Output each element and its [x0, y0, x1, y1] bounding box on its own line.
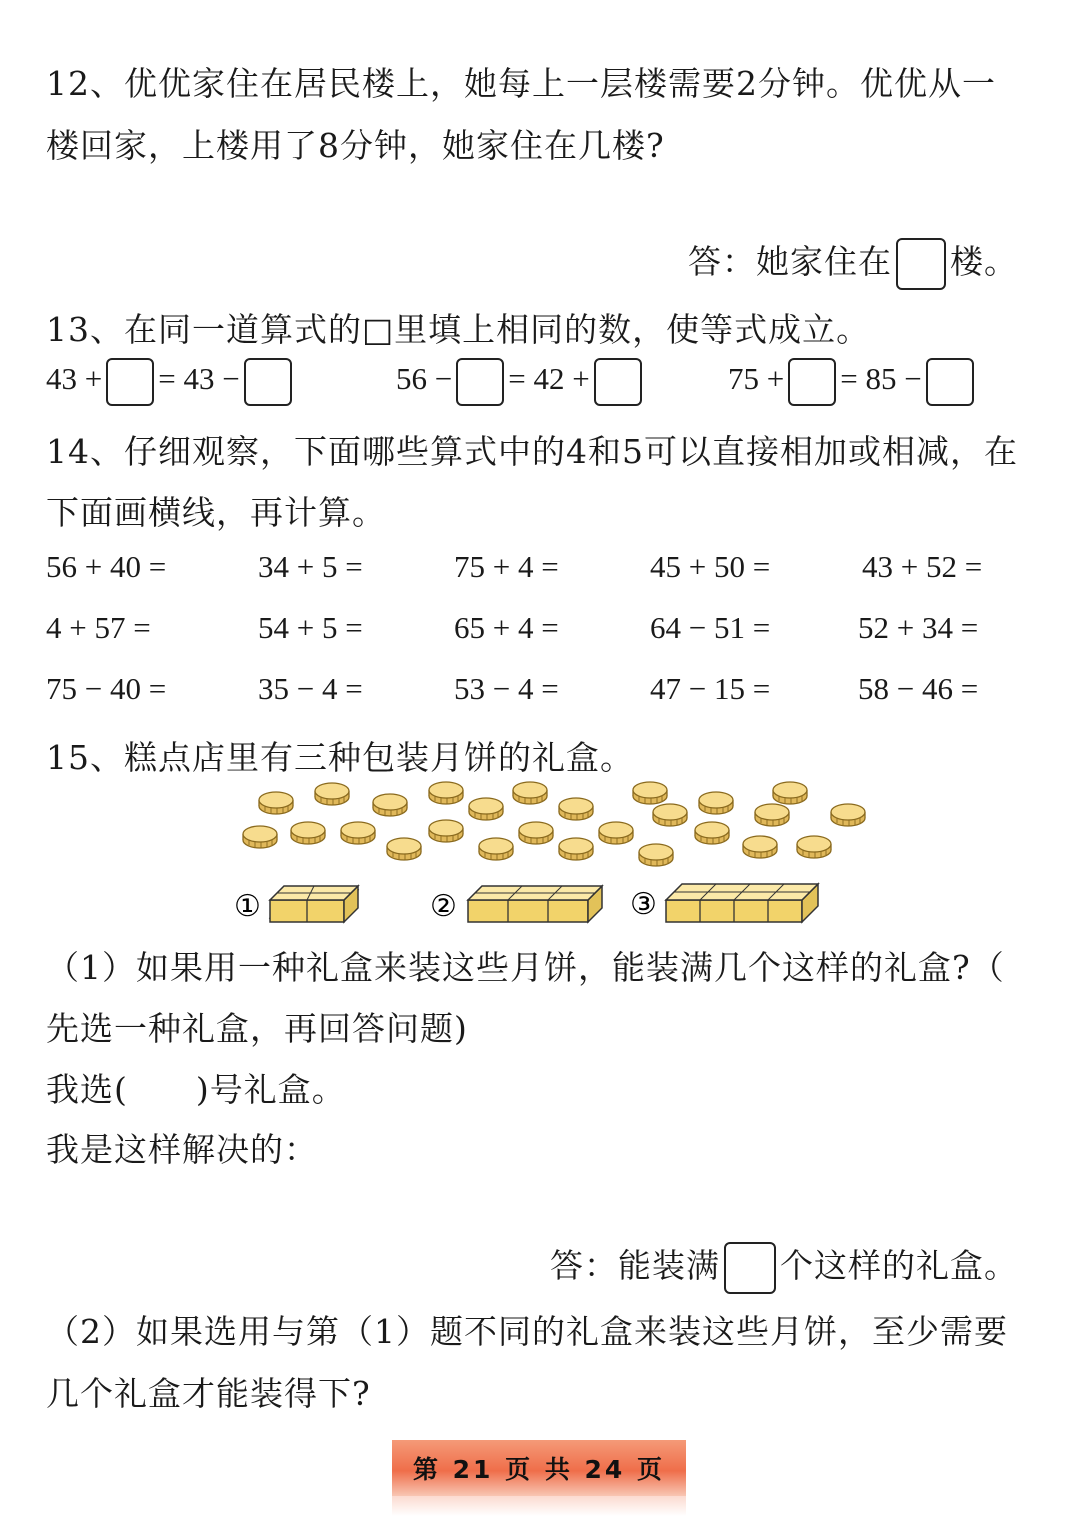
mooncake-icon: [341, 822, 375, 844]
q13-equation-3: [728, 358, 978, 406]
mooncake-icon: [639, 844, 673, 866]
gift-box-1-icon: [270, 886, 358, 922]
q15-answer-suffix: 个这样的礼盒。: [780, 1246, 1018, 1285]
mooncake-icon: [429, 820, 463, 842]
q13-eq1-left: 43 +: [46, 361, 103, 397]
q13-eq1-right: = 43 −: [158, 361, 240, 397]
mooncake-icon: [743, 836, 777, 858]
q13-eq3-box-1[interactable]: [788, 358, 836, 406]
mooncake-illustration: [220, 778, 900, 938]
box-label-1: ①: [234, 890, 261, 923]
page-indicator-shadow: [392, 1496, 686, 1516]
mooncake-icon: [469, 798, 503, 820]
calc-item: 65 + 4 =: [454, 610, 559, 645]
mooncake-icon: [559, 798, 593, 820]
calc-item: 35 − 4 =: [258, 671, 363, 706]
q12-answer-prefix: 答：她家住在: [688, 242, 892, 281]
mooncake-icon: [243, 826, 277, 848]
calc-item: 54 + 5 =: [258, 610, 363, 645]
q13-eq1-box-1[interactable]: [106, 358, 154, 406]
calc-item: 53 − 4 =: [454, 671, 559, 706]
mooncake-icon: [315, 783, 349, 805]
q13-eq2-left: 56 −: [396, 361, 453, 397]
q15-answer-box[interactable]: [724, 1242, 776, 1294]
q15-sub2-line-2: 几个礼盒才能装得下?: [46, 1374, 371, 1413]
q15-title: 15、糕点店里有三种包装月饼的礼盒。: [46, 738, 634, 777]
mooncake-icon: [519, 822, 553, 844]
calc-item: 43 + 52 =: [862, 549, 983, 584]
q14-line-2: 下面画横线，再计算。: [46, 493, 386, 532]
mooncake-icon: [513, 782, 547, 804]
q13-equation-2: [396, 358, 646, 406]
mooncake-icon: [797, 836, 831, 858]
mooncake-icon: [387, 838, 421, 860]
q12-answer-suffix: 楼。: [950, 242, 1018, 281]
q15-answer-prefix: 答：能装满: [550, 1246, 720, 1285]
q13-eq1-box-2[interactable]: [244, 358, 292, 406]
mooncake-icon: [291, 822, 325, 844]
gift-boxes: [234, 884, 818, 923]
q13-eq3-left: 75 +: [728, 361, 785, 397]
q13-text: 13、在同一道算式的□里填上相同的数，使等式成立。: [46, 310, 871, 349]
q15-sub1-line-1: （1）如果用一种礼盒来装这些月饼，能装满几个这样的礼盒?（: [46, 948, 1005, 987]
calc-item: 4 + 57 =: [46, 610, 151, 645]
mooncake-icon: [559, 838, 593, 860]
mooncake-icon: [755, 804, 789, 826]
gift-box-2-icon: [468, 886, 602, 922]
mooncake-icon: [479, 838, 513, 860]
mooncake-icon: [773, 782, 807, 804]
q14-line-1: 14、仔细观察，下面哪些算式中的4和5可以直接相加或相减，在: [46, 432, 1018, 471]
q12-answer: [688, 236, 1018, 290]
q13-equation-1: [46, 358, 296, 406]
q15-sub1-line-2: 先选一种礼盒，再回答问题): [46, 1009, 468, 1048]
q12-answer-box[interactable]: [896, 238, 946, 290]
calc-item: 47 − 15 =: [650, 671, 771, 706]
mooncake-icon: [429, 782, 463, 804]
q15-choose-line[interactable]: 我选( )号礼盒。: [46, 1070, 346, 1109]
q15-solve-line: 我是这样解决的：: [46, 1130, 318, 1169]
q13-eq3-right: = 85 −: [840, 361, 922, 397]
mooncake-icon: [373, 794, 407, 816]
box-label-3: ③: [630, 888, 657, 921]
mooncakes: [243, 782, 865, 866]
gift-box-3-icon: [666, 884, 818, 922]
mooncake-icon: [699, 792, 733, 814]
mooncake-icon: [653, 804, 687, 826]
calc-item: 34 + 5 =: [258, 549, 363, 584]
calc-item: 75 + 4 =: [454, 549, 559, 584]
q15-answer: [550, 1240, 1018, 1294]
mooncake-icon: [599, 822, 633, 844]
mooncake-icon: [259, 792, 293, 814]
calc-item: 52 + 34 =: [858, 610, 979, 645]
calc-item: 56 + 40 =: [46, 549, 167, 584]
q15-sub2-line-1: （2）如果选用与第（1）题不同的礼盒来装这些月饼，至少需要: [46, 1312, 1008, 1351]
calc-item: 58 − 46 =: [858, 671, 979, 706]
page-indicator: 第 21 页 共 24 页: [392, 1440, 686, 1496]
q13-eq2-right: = 42 +: [508, 361, 590, 397]
box-label-2: ②: [430, 890, 457, 923]
calc-item: 75 − 40 =: [46, 671, 167, 706]
calc-item: 64 − 51 =: [650, 610, 771, 645]
q13-eq2-box-2[interactable]: [594, 358, 642, 406]
mooncake-icon: [633, 782, 667, 804]
q13-eq3-box-2[interactable]: [926, 358, 974, 406]
mooncake-icon: [831, 804, 865, 826]
mooncake-icon: [695, 822, 729, 844]
q13-eq2-box-1[interactable]: [456, 358, 504, 406]
q12-line-2: 楼回家，上楼用了8分钟，她家住在几楼?: [46, 126, 665, 165]
calc-item: 45 + 50 =: [650, 549, 771, 584]
q12-line-1: 12、优优家住在居民楼上，她每上一层楼需要2分钟。优优从一: [46, 64, 996, 103]
